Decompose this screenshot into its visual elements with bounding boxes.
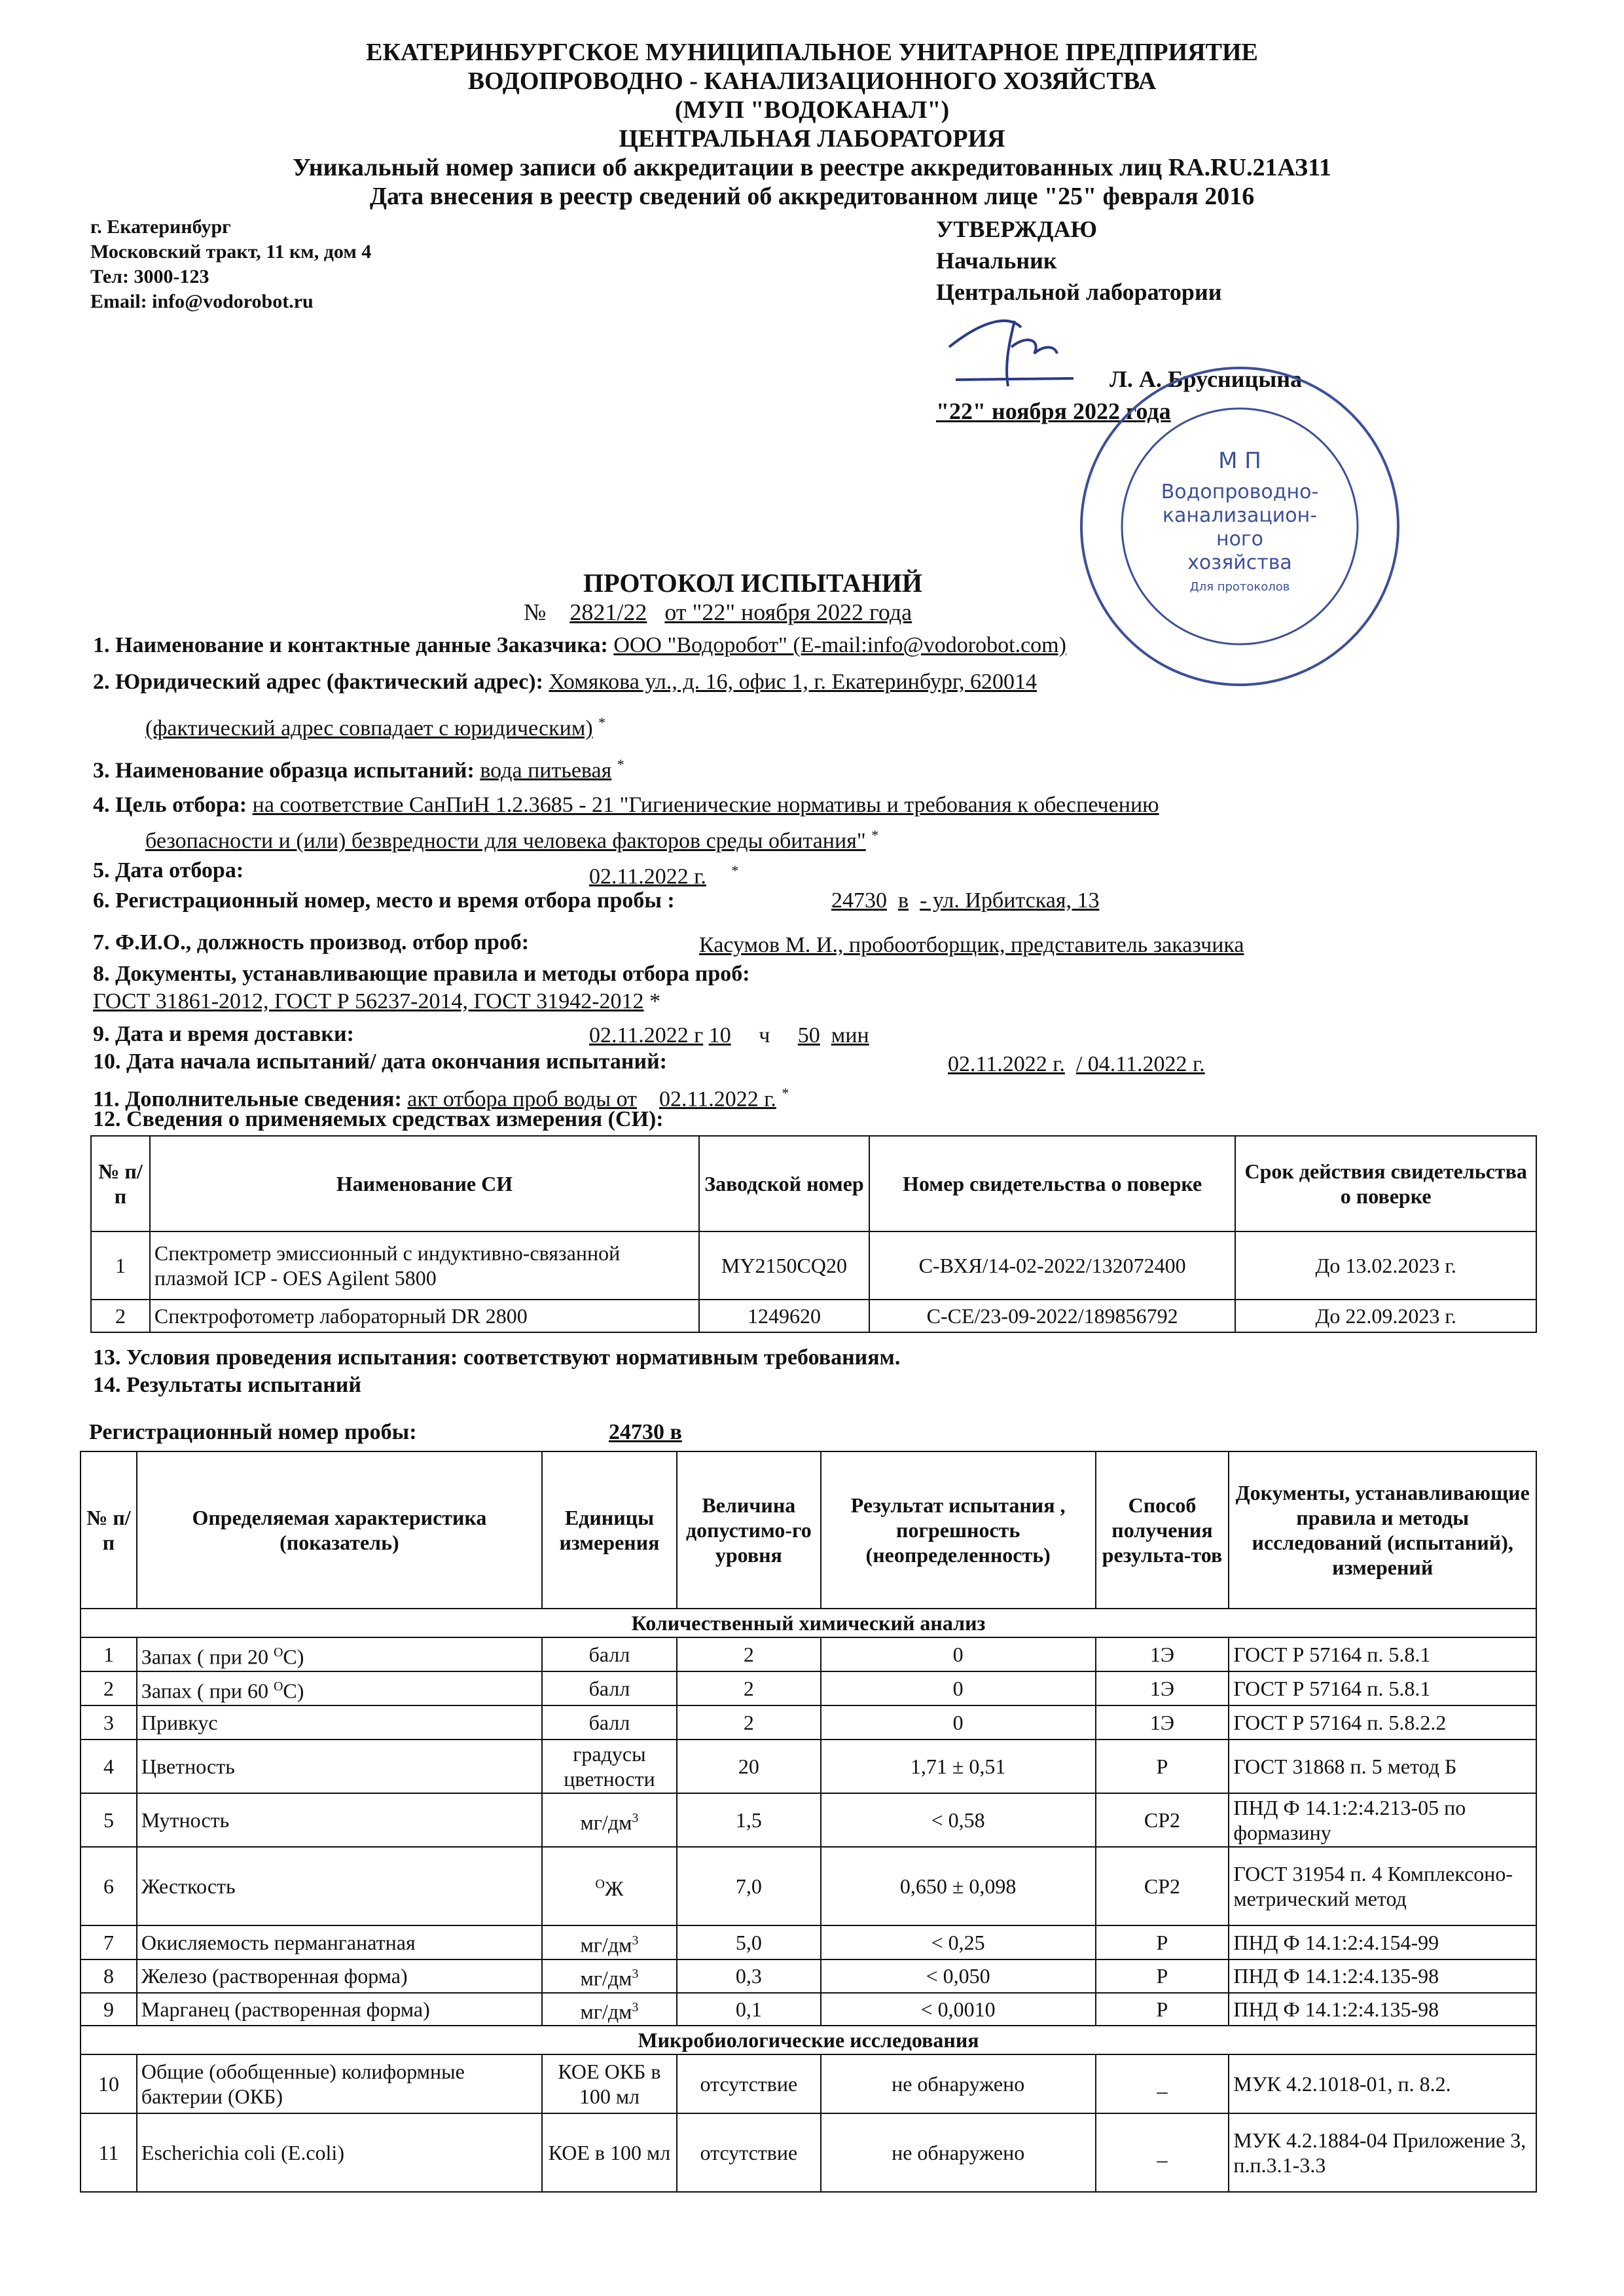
- results-col-doc: Документы, устанавливающие правила и методы исследований (испытаний), измерений: [1229, 1451, 1536, 1609]
- item-9-date: 02.11.2022 г: [589, 1023, 704, 1048]
- table-row: [91, 1300, 1536, 1332]
- result-cell: 0: [821, 1671, 1096, 1705]
- section-title-microbiology: Микробиологические исследования: [81, 2026, 1536, 2054]
- limit-cell: 2: [677, 1671, 821, 1705]
- organization-stamp: [1080, 367, 1399, 686]
- protocol-title: ПРОТОКОЛ ИСПЫТАНИЙ: [583, 568, 922, 598]
- registration-line: [89, 1419, 417, 1446]
- item-3-value: вода питьевая: [480, 758, 612, 783]
- unit-cell: [542, 1637, 677, 1671]
- si-cell: 2: [91, 1300, 150, 1332]
- item-11-label: 11. Дополнительные сведения:: [93, 1087, 402, 1112]
- item-9-value-wrap: [589, 1023, 869, 1049]
- signature-image: [943, 308, 1087, 399]
- row-number: 11: [81, 2113, 137, 2192]
- limit-cell: отсутствие: [677, 2054, 821, 2113]
- indicator-cell: [137, 1925, 542, 1959]
- limit-cell: 1,5: [677, 1793, 821, 1847]
- approval-block: [936, 213, 1221, 308]
- result-cell: < 0,050: [821, 1959, 1096, 1993]
- row-number: 6: [81, 1847, 137, 1925]
- item-10-value-wrap: [948, 1051, 1205, 1078]
- microbiology-rows: [81, 2054, 1536, 2192]
- doc-cell: ПНД Ф 14.1:2:4.154-99: [1229, 1925, 1536, 1959]
- item-5-value-wrap: [589, 858, 738, 890]
- row-number: 1: [81, 1637, 137, 1671]
- item-4: [93, 792, 1159, 818]
- results-col-limit: Величина допустимо-го уровня: [677, 1451, 821, 1609]
- item-10: [93, 1049, 667, 1075]
- indicator-name: Марганец (растворенная форма): [141, 1997, 430, 2021]
- item-1-value: ООО "Водоробот" (E-mail:info@vodorobot.com): [613, 633, 1066, 657]
- item-2-note-line: [93, 710, 605, 742]
- item-9-hours-unit: ч: [759, 1023, 770, 1048]
- approval-position1: Начальник: [936, 247, 1057, 274]
- unit-cell: [542, 1959, 677, 1993]
- result-cell: 0: [821, 1637, 1096, 1671]
- limit-cell: 5,0: [677, 1925, 821, 1959]
- accreditation-date: Дата внесения в реестр сведений об аккредитованном лице "25" февраля 2016: [369, 183, 1255, 210]
- table-row: [81, 2054, 1536, 2113]
- protocol-number-prefix: №: [524, 599, 547, 625]
- item-10-label: 10. Дата начала испытаний/ дата окончания испытаний:: [93, 1049, 667, 1074]
- limit-cell: 0,1: [677, 1993, 821, 2026]
- method-cell: СР2: [1096, 1847, 1229, 1925]
- stamp-center: [1083, 481, 1397, 575]
- row-number: 2: [81, 1671, 137, 1705]
- limit-cell: 0,3: [677, 1959, 821, 1993]
- si-cell: С-СЕ/23-09-2022/189856792: [869, 1300, 1235, 1332]
- item-7-value-wrap: [699, 932, 1244, 958]
- item-4-value2: безопасности и (или) безвредности для человека факторов среды обитания": [145, 829, 866, 854]
- stamp-bottom: Для протоколов: [1189, 580, 1290, 594]
- item-9-minutes: 50: [797, 1023, 820, 1048]
- item-9: [93, 1021, 354, 1048]
- item-14-label: 14. Результаты испытаний: [93, 1373, 361, 1397]
- unit-text: мг/дм: [580, 1933, 632, 1957]
- item-5-value: 02.11.2022 г.: [589, 864, 706, 889]
- doc-cell: ПНД Ф 14.1:2:4.135-98: [1229, 1959, 1536, 1993]
- item-4-star: *: [871, 827, 879, 843]
- indicator-cell: [137, 1847, 542, 1925]
- item-5-label: 5. Дата отбора:: [93, 858, 244, 883]
- unit-sup: 3: [632, 1933, 639, 1948]
- doc-cell: ПНД Ф 14.1:2:4.135-98: [1229, 1993, 1536, 2026]
- item-4-cont: [93, 822, 878, 854]
- item-11-value: акт отбора проб воды от: [407, 1087, 637, 1112]
- unit-cell: [542, 1925, 677, 1959]
- item-10-end: / 04.11.2022 г.: [1075, 1052, 1205, 1076]
- indicator-cell: [137, 1637, 542, 1671]
- unit-cell: [542, 1847, 677, 1925]
- doc-cell: ГОСТ 31868 п. 5 метод Б: [1229, 1740, 1536, 1793]
- method-cell: 1Э: [1096, 1705, 1229, 1740]
- unit-text: мг/дм: [580, 1810, 632, 1834]
- item-13-label: 13. Условия проведения испытания: соответствуют нормативным требованиям.: [93, 1345, 901, 1370]
- unit-cell: [542, 1671, 677, 1705]
- result-cell: не обнаружено: [821, 2054, 1096, 2113]
- row-number: 8: [81, 1959, 137, 1993]
- si-table-header-row: [91, 1136, 1536, 1231]
- limit-cell: 20: [677, 1740, 821, 1793]
- si-cell: 1249620: [699, 1300, 869, 1332]
- item-12-label: 12. Сведения о применяемых средствах измерения (СИ):: [93, 1107, 664, 1131]
- item-1-label: 1. Наименование и контактные данные Заказчика:: [93, 633, 608, 657]
- chemistry-rows: [81, 1637, 1536, 2026]
- method-cell: _: [1096, 2054, 1229, 2113]
- table-row: [81, 1671, 1536, 1705]
- indicator-cell: [137, 1793, 542, 1847]
- item-6: [93, 888, 675, 914]
- si-cell: До 22.09.2023 г.: [1235, 1300, 1536, 1332]
- item-2-value: Хомякова ул., д. 16, офис 1, г. Екатеринбург, 620014: [549, 670, 1037, 694]
- item-8-label: 8. Документы, устанавливающие правила и методы отбора проб:: [93, 962, 750, 986]
- address-block: [90, 215, 371, 314]
- item-2-label: 2. Юридический адрес (фактический адрес):: [93, 670, 543, 694]
- si-cell: Спектрофотометр лабораторный DR 2800: [150, 1300, 699, 1332]
- org-name-line2: ВОДОПРОВОДНО - КАНАЛИЗАЦИОННОГО ХОЗЯЙСТВА: [467, 67, 1157, 95]
- results-col-num: № п/п: [81, 1451, 137, 1609]
- item-8-star: *: [649, 989, 661, 1013]
- table-row: [81, 1925, 1536, 1959]
- results-col-method: Способ получения результа-тов: [1096, 1451, 1229, 1609]
- registration-label: Регистрационный номер пробы:: [89, 1420, 417, 1444]
- lab-name: ЦЕНТРАЛЬНАЯ ЛАБОРАТОРИЯ: [619, 125, 1005, 153]
- table-row: [81, 1637, 1536, 1671]
- item-4-value: на соответствие СанПиН 1.2.3685 - 21 "Гигиенические нормативы и требования к обеспечению: [252, 793, 1159, 817]
- unit-text: балл: [588, 1643, 630, 1666]
- item-3-star: *: [617, 756, 624, 773]
- indicator-name: Цветность: [141, 1755, 235, 1778]
- item-7-label: 7. Ф.И.О., должность производ. отбор проб:: [93, 930, 530, 955]
- si-cell: Спектрометр эмиссионный с индуктивно-связанной плазмой ICP - OES Agilent 5800: [150, 1231, 699, 1300]
- unit-pre: О: [595, 1876, 605, 1891]
- method-cell: СР2: [1096, 1793, 1229, 1847]
- item-5-star: *: [731, 862, 739, 879]
- address-street: Московский тракт, 11 км, дом 4: [90, 241, 372, 263]
- si-cell: 1: [91, 1231, 150, 1300]
- method-cell: Р: [1096, 1740, 1229, 1793]
- table-row: [81, 1847, 1536, 1925]
- result-cell: < 0,0010: [821, 1993, 1096, 2026]
- approval-date: "22" ноября 2022 года: [936, 398, 1171, 424]
- indicator-cell: [137, 1993, 542, 2026]
- unit-sup: 3: [632, 1999, 639, 2014]
- item-11-star: *: [782, 1085, 789, 1101]
- doc-cell: МУК 4.2.1018-01, п. 8.2.: [1229, 2054, 1536, 2113]
- indicator-name: Железо (растворенная форма): [141, 1964, 408, 1988]
- item-4-label: 4. Цель отбора:: [93, 793, 247, 817]
- item-6-label: 6. Регистрационный номер, место и время отбора пробы :: [93, 888, 675, 913]
- item-5: [93, 858, 244, 884]
- table-row: [91, 1231, 1536, 1300]
- unit-cell: [542, 1740, 677, 1793]
- item-6-place: - ул. Ирбитская, 13: [920, 888, 1100, 913]
- indicator-name-sup: O: [273, 1645, 283, 1660]
- item-9-hours: 10: [708, 1023, 731, 1048]
- unit-text: балл: [588, 1711, 630, 1734]
- unit-text: мг/дм: [580, 1966, 632, 1990]
- table-row: [81, 2113, 1536, 2192]
- si-col-serial: Заводской номер: [699, 1136, 869, 1231]
- doc-cell: ГОСТ Р 57164 п. 5.8.1: [1229, 1637, 1536, 1671]
- registration-value: 24730 в: [609, 1420, 682, 1444]
- result-cell: 1,71 ± 0,51: [821, 1740, 1096, 1793]
- doc-cell: ГОСТ 31954 п. 4 Комплексоно-метрический метод: [1229, 1847, 1536, 1925]
- indicator-cell: [137, 1705, 542, 1740]
- limit-cell: 2: [677, 1637, 821, 1671]
- indicator-name-sup: O: [273, 1679, 283, 1694]
- unit-cell: [542, 1793, 677, 1847]
- table-row: [81, 1993, 1536, 2026]
- section-row-microbiology: [81, 2026, 1536, 2054]
- row-number: 10: [81, 2054, 137, 2113]
- accreditation-number: Уникальный номер записи об аккредитации в реестре аккредитованных лиц RA.RU.21АЗ11: [293, 154, 1331, 181]
- stamp-center-line3: ного: [1216, 528, 1264, 551]
- section-title-chemistry: Количественный химический анализ: [81, 1609, 1536, 1637]
- table-row: [81, 1705, 1536, 1740]
- result-cell: 0,650 ± 0,098: [821, 1847, 1096, 1925]
- si-cell: MY2150CQ20: [699, 1231, 869, 1300]
- row-number: 3: [81, 1705, 137, 1740]
- method-cell: Р: [1096, 1925, 1229, 1959]
- indicator-name-tail: C): [283, 1679, 304, 1703]
- unit-cell: КОЕ в 100 мл: [542, 2113, 677, 2192]
- item-3: [93, 752, 624, 784]
- indicator-name: Привкус: [141, 1711, 218, 1734]
- unit-sup: 3: [632, 1967, 639, 1981]
- unit-cell: [542, 1993, 677, 2026]
- indicator-name: Окисляемость перманганатная: [141, 1931, 416, 1954]
- stamp-center-line4: хозяйства: [1187, 551, 1292, 574]
- row-number: 5: [81, 1793, 137, 1847]
- result-cell: < 0,58: [821, 1793, 1096, 1847]
- item-14: [93, 1372, 361, 1398]
- row-number: 4: [81, 1740, 137, 1793]
- item-9-label: 9. Дата и время доставки:: [93, 1022, 354, 1046]
- item-12: [93, 1106, 664, 1133]
- limit-cell: отсутствие: [677, 2113, 821, 2192]
- indicator-name: Жесткость: [141, 1874, 236, 1898]
- item-9-minutes-unit: мин: [831, 1023, 869, 1048]
- org-name-line1: ЕКАТЕРИНБУРГСКОЕ МУНИЦИПАЛЬНОЕ УНИТАРНОЕ ПРЕДПРИЯТИЕ: [366, 39, 1258, 66]
- org-name-line3: (МУП "ВОДОКАНАЛ"): [674, 96, 950, 124]
- item-2-note: (фактический адрес совпадает с юридическим): [145, 716, 593, 741]
- indicator-cell: Общие (обобщенные) колиформные бактерии (ОКБ): [137, 2054, 542, 2113]
- unit-text: балл: [588, 1677, 630, 1700]
- indicator-cell: [137, 1740, 542, 1793]
- result-cell: не обнаружено: [821, 2113, 1096, 2192]
- approval-title: УТВЕРЖДАЮ: [936, 216, 1098, 242]
- unit-text: Ж: [604, 1876, 624, 1901]
- unit-sup: 3: [632, 1810, 639, 1825]
- stamp-center-line2: канализацион-: [1162, 504, 1318, 527]
- si-cell: До 13.02.2023 г.: [1235, 1231, 1536, 1300]
- results-col-result: Результат испытания , погрешность (неопределенность): [821, 1451, 1096, 1609]
- item-7: [93, 930, 529, 956]
- item-2-star: *: [598, 714, 606, 731]
- item-8-value: ГОСТ 31861-2012, ГОСТ Р 56237-2014, ГОСТ 31942-2012: [93, 989, 644, 1013]
- item-8: [93, 961, 750, 987]
- address-email: Email: info@vodorobot.ru: [90, 291, 314, 312]
- item-6-letter: в: [898, 888, 909, 913]
- doc-cell: ГОСТ Р 57164 п. 5.8.1: [1229, 1671, 1536, 1705]
- item-6-value-wrap: [831, 888, 1100, 914]
- item-13: [93, 1345, 900, 1371]
- address-city: г. Екатеринбург: [90, 216, 231, 238]
- table-row: [81, 1793, 1536, 1847]
- indicator-name-tail: C): [283, 1645, 304, 1669]
- unit-text: мг/дм: [580, 1999, 632, 2024]
- si-cell: С-ВХЯ/14-02-2022/132072400: [869, 1231, 1235, 1300]
- approval-position2: Центральной лаборатории: [936, 279, 1222, 305]
- protocol-number: 2821/22: [569, 599, 647, 625]
- doc-cell: ПНД Ф 14.1:2:4.213-05 по формазину: [1229, 1793, 1536, 1847]
- item-11-date: 02.11.2022 г.: [659, 1087, 776, 1112]
- si-col-num: № п/п: [91, 1136, 150, 1231]
- results-col-unit: Единицы измерения: [542, 1451, 677, 1609]
- indicator-name: Запах ( при 60: [141, 1679, 274, 1703]
- results-table: [80, 1451, 1537, 2193]
- stamp-center-line1: Водопроводно-: [1161, 481, 1319, 503]
- item-8-value-wrap: [93, 989, 660, 1015]
- indicator-name: Мутность: [141, 1808, 230, 1832]
- result-cell: < 0,25: [821, 1925, 1096, 1959]
- unit-cell: [542, 1705, 677, 1740]
- method-cell: Р: [1096, 1959, 1229, 1993]
- indicator-name: Запах ( при 20: [141, 1645, 274, 1669]
- limit-cell: 7,0: [677, 1847, 821, 1925]
- method-cell: 1Э: [1096, 1637, 1229, 1671]
- row-number: 9: [81, 1993, 137, 2026]
- address-phone: Тел: 3000-123: [90, 266, 209, 287]
- unit-cell: КОЕ ОКБ в 100 мл: [542, 2054, 677, 2113]
- item-3-label: 3. Наименование образца испытаний:: [93, 758, 475, 783]
- protocol-number-line: [524, 598, 912, 626]
- method-cell: _: [1096, 2113, 1229, 2192]
- table-row: [81, 1959, 1536, 1993]
- item-7-value: Касумов М. И., пробоотборщик, представитель заказчика: [699, 933, 1244, 957]
- si-table: [90, 1135, 1537, 1333]
- item-2: [93, 669, 1037, 695]
- item-6-number: 24730: [831, 888, 887, 913]
- indicator-cell: [137, 1959, 542, 1993]
- indicator-cell: Escherichia coli (E.coli): [137, 2113, 542, 2192]
- si-col-validity: Срок действия свидетельства о поверке: [1235, 1136, 1536, 1231]
- table-row: [81, 1740, 1536, 1793]
- section-row-chemistry: [81, 1609, 1536, 1637]
- result-cell: 0: [821, 1705, 1096, 1740]
- results-col-name: Определяемая характеристика (показатель): [137, 1451, 542, 1609]
- indicator-cell: [137, 1671, 542, 1705]
- si-col-name: Наименование СИ: [150, 1136, 699, 1231]
- item-1: [93, 632, 1066, 659]
- doc-cell: ГОСТ Р 57164 п. 5.8.2.2: [1229, 1705, 1536, 1740]
- stamp-mp: М П: [1218, 448, 1261, 474]
- protocol-date: от "22" ноября 2022 года: [664, 599, 912, 625]
- unit-text: градусы цветности: [564, 1742, 655, 1791]
- item-10-start: 02.11.2022 г.: [948, 1052, 1065, 1076]
- limit-cell: 2: [677, 1705, 821, 1740]
- method-cell: Р: [1096, 1993, 1229, 2026]
- si-col-cert: Номер свидетельства о поверке: [869, 1136, 1235, 1231]
- method-cell: 1Э: [1096, 1671, 1229, 1705]
- doc-cell: МУК 4.2.1884-04 Приложение 3, п.п.3.1-3.3: [1229, 2113, 1536, 2192]
- results-header-row: [81, 1451, 1536, 1609]
- approver-name: Л. А. Брусницына: [1110, 366, 1303, 392]
- row-number: 7: [81, 1925, 137, 1959]
